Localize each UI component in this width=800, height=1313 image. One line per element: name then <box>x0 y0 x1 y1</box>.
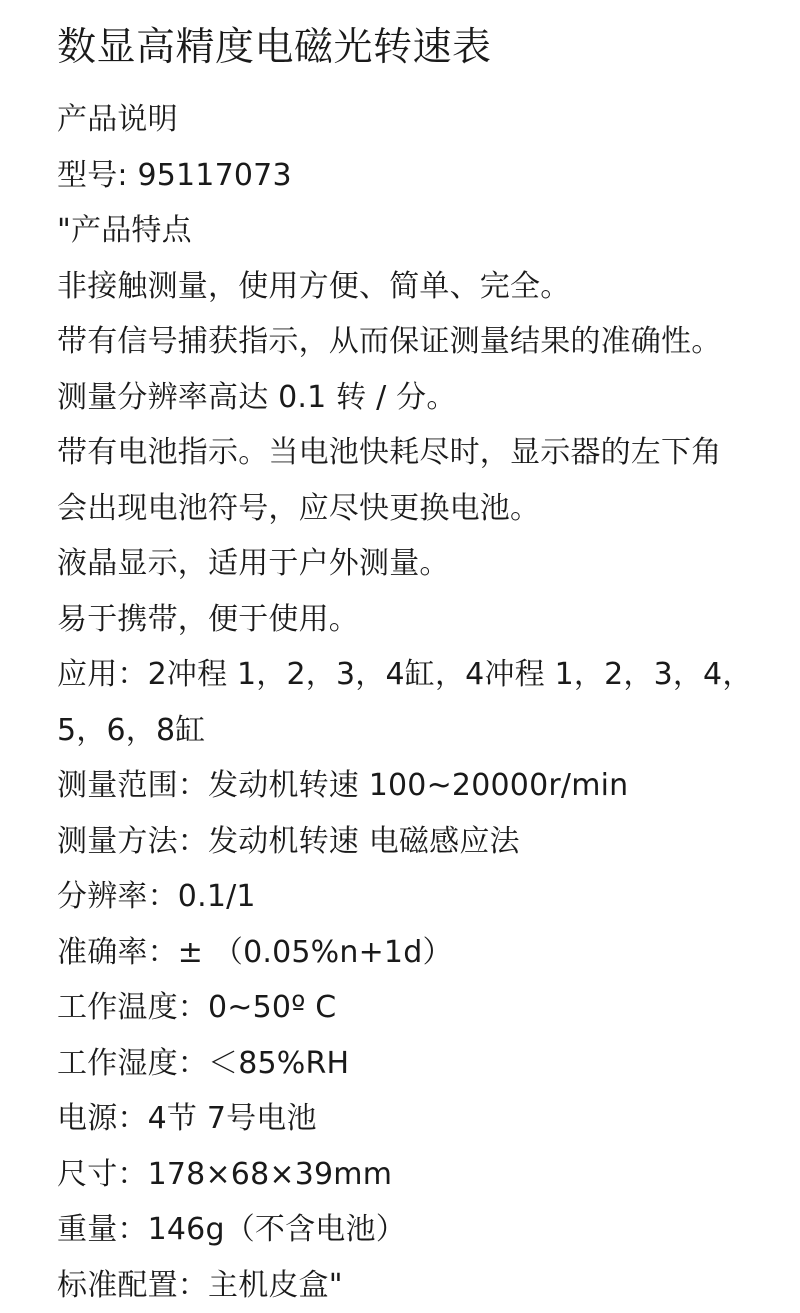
line-measure-method: 测量方法：发动机转速 电磁感应法 <box>57 814 753 870</box>
line-dimensions: 尺寸：178×68×39mm <box>57 1147 753 1203</box>
line-section-heading: 产品说明 <box>57 92 753 148</box>
line-weight: 重量：146g（不含电池） <box>57 1202 753 1258</box>
line-feature-portable: 易于携带，便于使用。 <box>57 592 753 648</box>
line-features-heading: "产品特点 <box>57 203 753 259</box>
line-operating-humidity: 工作湿度：＜85%RH <box>57 1036 753 1092</box>
line-model: 型号: 95117073 <box>57 148 753 204</box>
line-feature-resolution: 测量分辨率高达 0.1 转 / 分。 <box>57 370 753 426</box>
line-application-1: 应用：2冲程 1，2，3，4缸，4冲程 1，2，3，4， <box>57 647 753 703</box>
line-resolution: 分辨率：0.1/1 <box>57 869 753 925</box>
document-title: 数显高精度电磁光转速表 <box>57 22 492 74</box>
line-feature-signal: 带有信号捕获指示，从而保证测量结果的准确性。 <box>57 314 753 370</box>
document-lines <box>57 92 753 1313</box>
line-feature-lcd: 液晶显示，适用于户外测量。 <box>57 536 753 592</box>
line-accuracy: 准确率：± （0.05%n+1d） <box>57 925 753 981</box>
line-feature-battery-2: 会出现电池符号，应尽快更换电池。 <box>57 481 753 537</box>
line-power: 电源：4节 7号电池 <box>57 1091 753 1147</box>
line-measure-range: 测量范围：发动机转速 100~20000r/min <box>57 758 753 814</box>
line-application-2: 5，6，8缸 <box>57 703 753 759</box>
line-standard-config: 标准配置：主机皮盒" <box>57 1258 753 1313</box>
line-feature-non-contact: 非接触测量，使用方便、简单、完全。 <box>57 259 753 315</box>
line-operating-temperature: 工作温度：0~50º C <box>57 980 753 1036</box>
line-feature-battery-1: 带有电池指示。当电池快耗尽时，显示器的左下角 <box>57 425 753 481</box>
